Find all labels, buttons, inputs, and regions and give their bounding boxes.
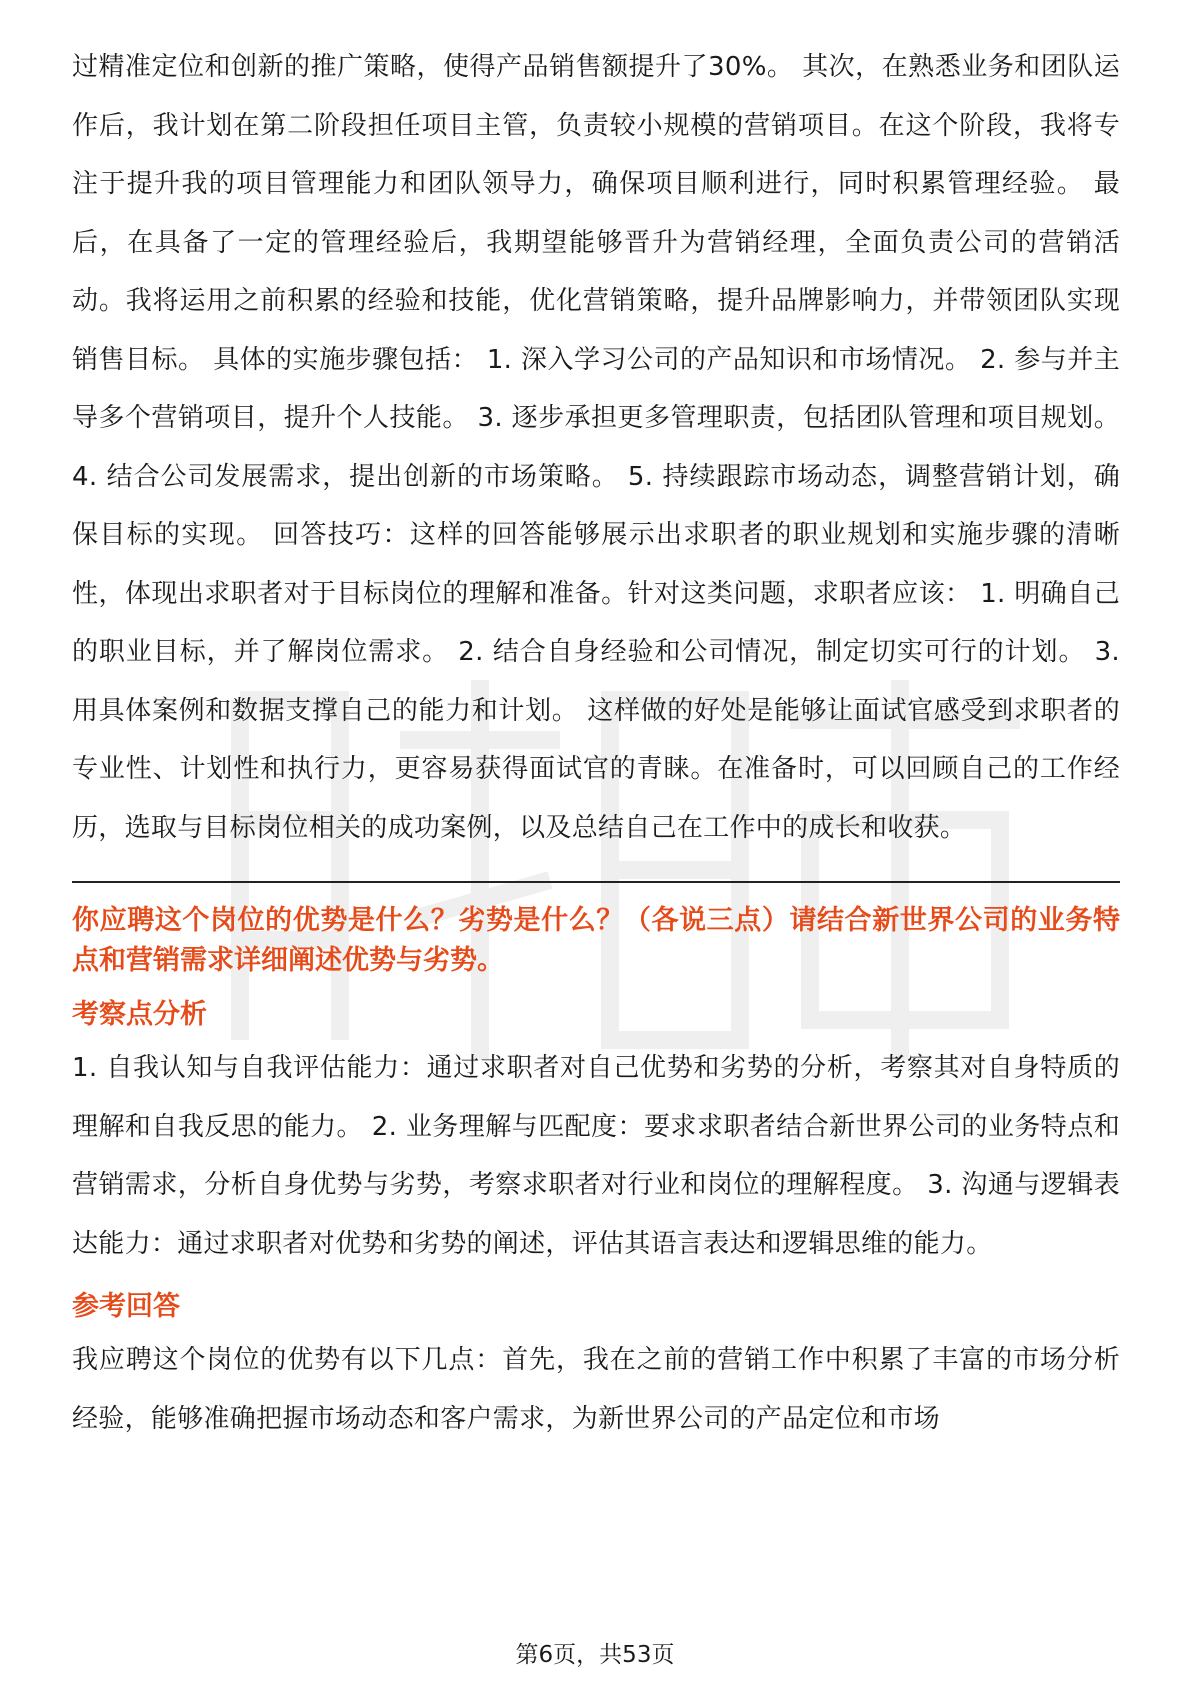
continued-answer-paragraph: 过精准定位和创新的推广策略，使得产品销售额提升了30%。 其次，在熟悉业务和团队运作后，我计划在第二阶段担任项目主管，负责较小规模的营销项目。在这个阶段，我将专注于提升我的项目管理能力和团队领导力，确保项目顺利进行，同时积累管理经验。 最后，在具备了一定的管理经验后，我期望能够晋升为营销经理，全面负责公司的营销活动。我将运用之前积累的经验和技能，优化营销策略，提升品牌影响力，并带领团队实现销售目标。 具体的实施步骤包括： 1. 深入学习公司的产品知识和市场情况。 2. 参与并主导多个营销项目，提升个人技能。 3. 逐步承担更多管理职责，包括团队管理和项目规划。 4. 结合公司发展需求，提出创新的市场策略。 5. 持续跟踪市场动态，调整营销计划，确保目标的实现。 回答技巧：这样的回答能够展示出求职者的职业规划和实施步骤的清晰性，体现出求职者对于目标岗位的理解和准备。针对这类问题，求职者应该： 1. 明确自己的职业目标，并了解岗位需求。 2. 结合自身经验和公司情况，制定切实可行的计划。 3. 用具体案例和数据支撑自己的能力和计划。 这样做的好处是能够让面试官感受到求职者的专业性、计划性和执行力，更容易获得面试官的青睐。在准备时，可以回顾自己的工作经历，选取与目标岗位相关的成功案例，以及总结自己在工作中的成长和收获。 (72, 52, 1120, 843)
reference-answer-paragraph: 我应聘这个岗位的优势有以下几点：首先，我在之前的营销工作中积累了丰富的市场分析经验，能够准确把握市场动态和客户需求，为新世界公司的产品定位和市场 (72, 1345, 1120, 1434)
page-content (72, 38, 1120, 1448)
analysis-paragraph: 1. 自我认知与自我评估能力：通过求职者对自己优势和劣势的分析，考察其对自身特质的理解和自我反思的能力。 2. 业务理解与匹配度：要求求职者结合新世界公司的业务特点和营销需求，分析自身优势与劣势，考察求职者对行业和岗位的理解程度。 3. 沟通与逻辑表达能力：通过求职者对优势和劣势的阐述，评估其语言表达和逻辑思维的能力。 (72, 1053, 1120, 1259)
reference-answer-heading: 参考回答 (72, 1291, 180, 1322)
interview-question: 你应聘这个岗位的优势是什么？劣势是什么？（各说三点）请结合新世界公司的业务特点和营销需求详细阐述优势与劣势。 (72, 905, 1120, 976)
page-number-footer: 第6页，共53页 (515, 1642, 675, 1668)
section-divider (72, 881, 1120, 883)
analysis-heading: 考察点分析 (72, 999, 207, 1030)
